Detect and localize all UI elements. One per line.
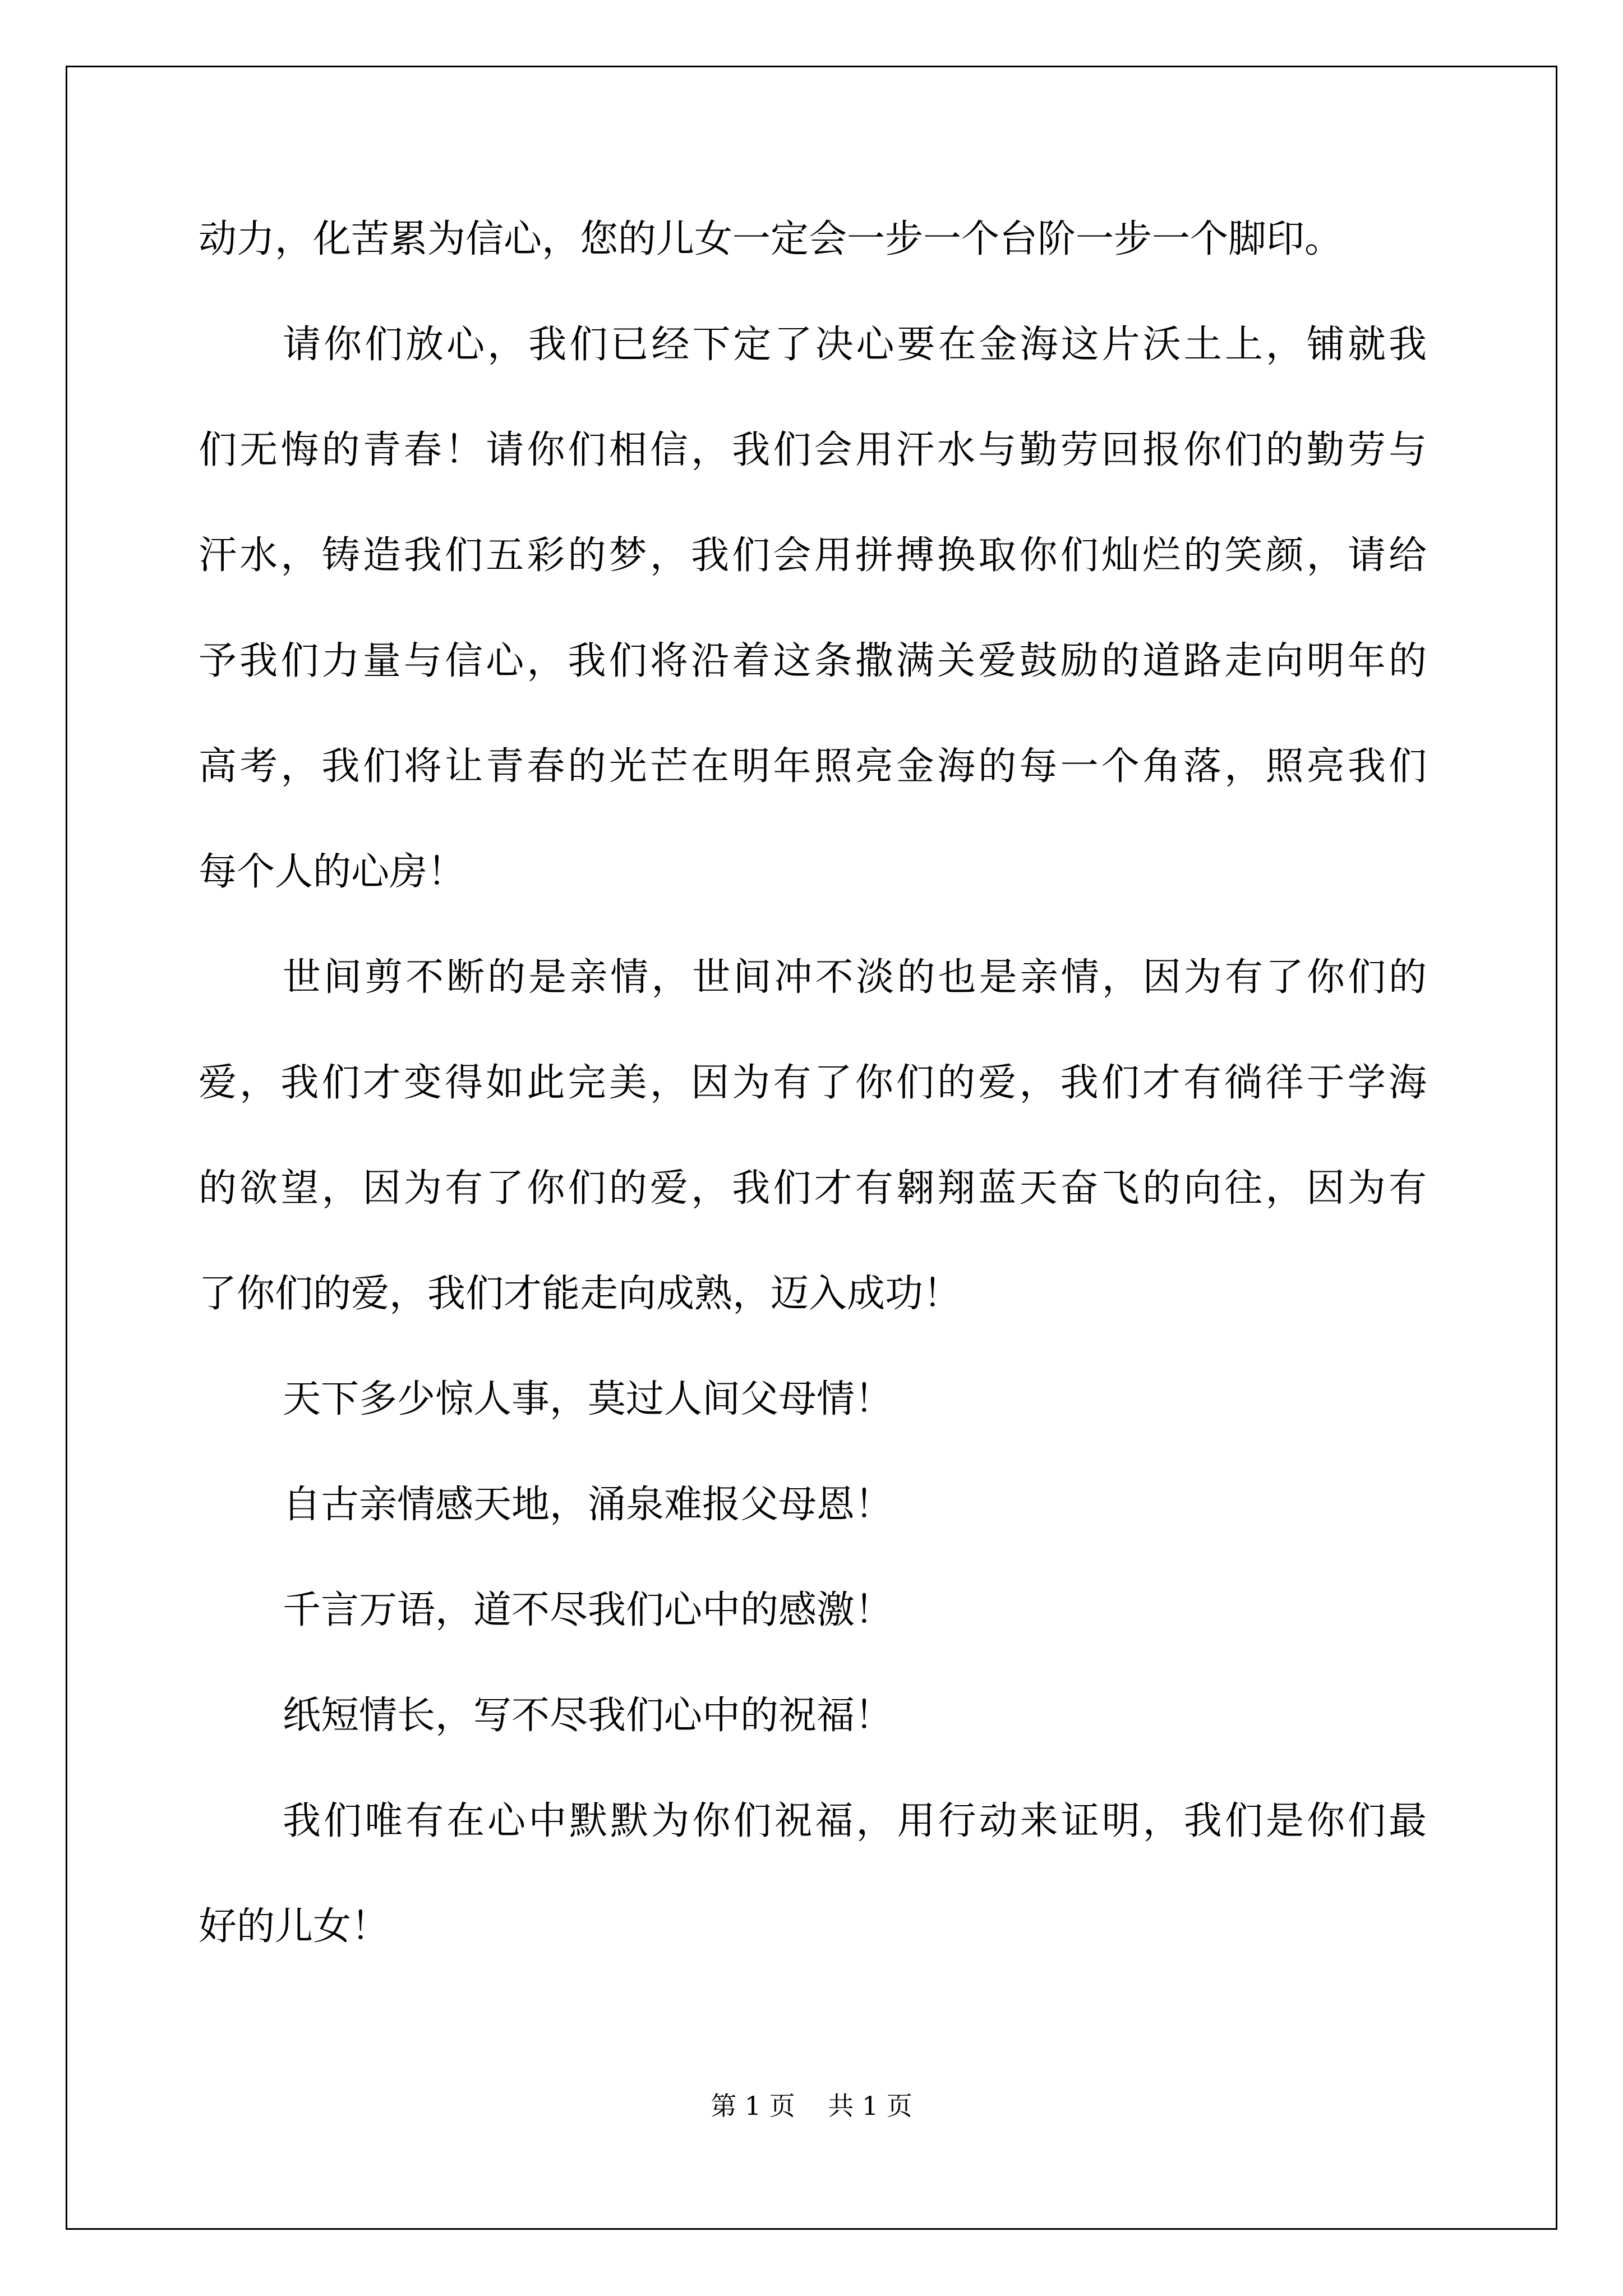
paragraph-line: 天下多少惊人事，莫过人间父母情！: [283, 1377, 893, 1421]
paragraph-line: 们无悔的青春！请你们相信，我们会用汗水与勤劳回报你们的勤劳与: [199, 428, 1427, 472]
paragraph-line: 汗水，铸造我们五彩的梦，我们会用拼搏换取你们灿烂的笑颜，请给: [199, 533, 1427, 578]
paragraph-line: 世间剪不断的是亲情，世间冲不淡的也是亲情，因为有了你们的: [283, 955, 1427, 1000]
paragraph-line: 自古亲情感天地，涌泉难报父母恩！: [283, 1483, 893, 1527]
paragraph-line: 我们唯有在心中默默为你们祝福，用行动来证明，我们是你们最: [283, 1799, 1427, 1843]
paragraph-line: 请你们放心，我们已经下定了决心要在金海这片沃土上，铺就我: [283, 323, 1427, 367]
page-number-footer: 第 1 页 共 1 页: [711, 2091, 912, 2121]
paragraph-line: 好的儿女！: [199, 1904, 390, 1949]
paragraph-line: 千言万语，道不尽我们心中的感激！: [283, 1588, 893, 1632]
paragraph-line: 予我们力量与信心，我们将沿着这条撒满关爱鼓励的道路走向明年的: [199, 639, 1427, 683]
paragraph-line: 高考，我们将让青春的光芒在明年照亮金海的每一个角落，照亮我们: [199, 744, 1427, 789]
paragraph-line: 爱，我们才变得如此完美，因为有了你们的爱，我们才有徜徉于学海: [199, 1061, 1427, 1105]
paragraph-line: 动力，化苦累为信心，您的儿女一定会一步一个台阶一步一个脚印。: [199, 217, 1343, 261]
paragraph-line: 了你们的爱，我们才能走向成熟，迈入成功！: [199, 1272, 962, 1316]
paragraph-line: 纸短情长，写不尽我们心中的祝福！: [283, 1694, 893, 1738]
paragraph-line: 的欲望，因为有了你们的爱，我们才有翱翔蓝天奋飞的向往，因为有: [199, 1166, 1427, 1211]
paragraph-line: 每个人的心房！: [199, 850, 466, 894]
